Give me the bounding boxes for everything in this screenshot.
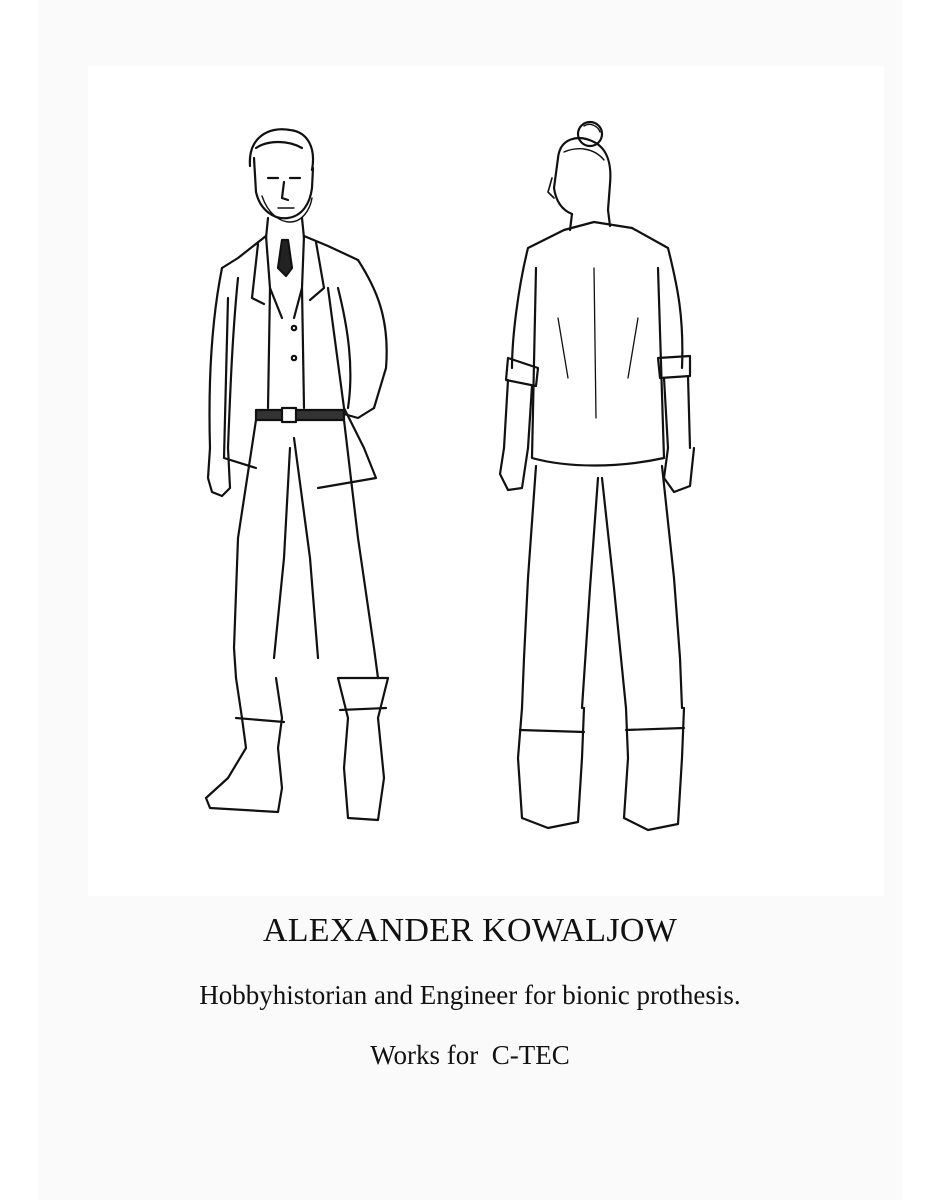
character-name: ALEXANDER KOWALJOW — [262, 912, 678, 949]
character-back-view — [498, 118, 738, 848]
character-description: Hobbyhistorian and Engineer for bionic prothesis. — [199, 980, 741, 1010]
illustration-panel — [88, 66, 884, 896]
character-employer: Works for C-TEC — [370, 1040, 570, 1070]
character-front-view — [198, 118, 448, 848]
